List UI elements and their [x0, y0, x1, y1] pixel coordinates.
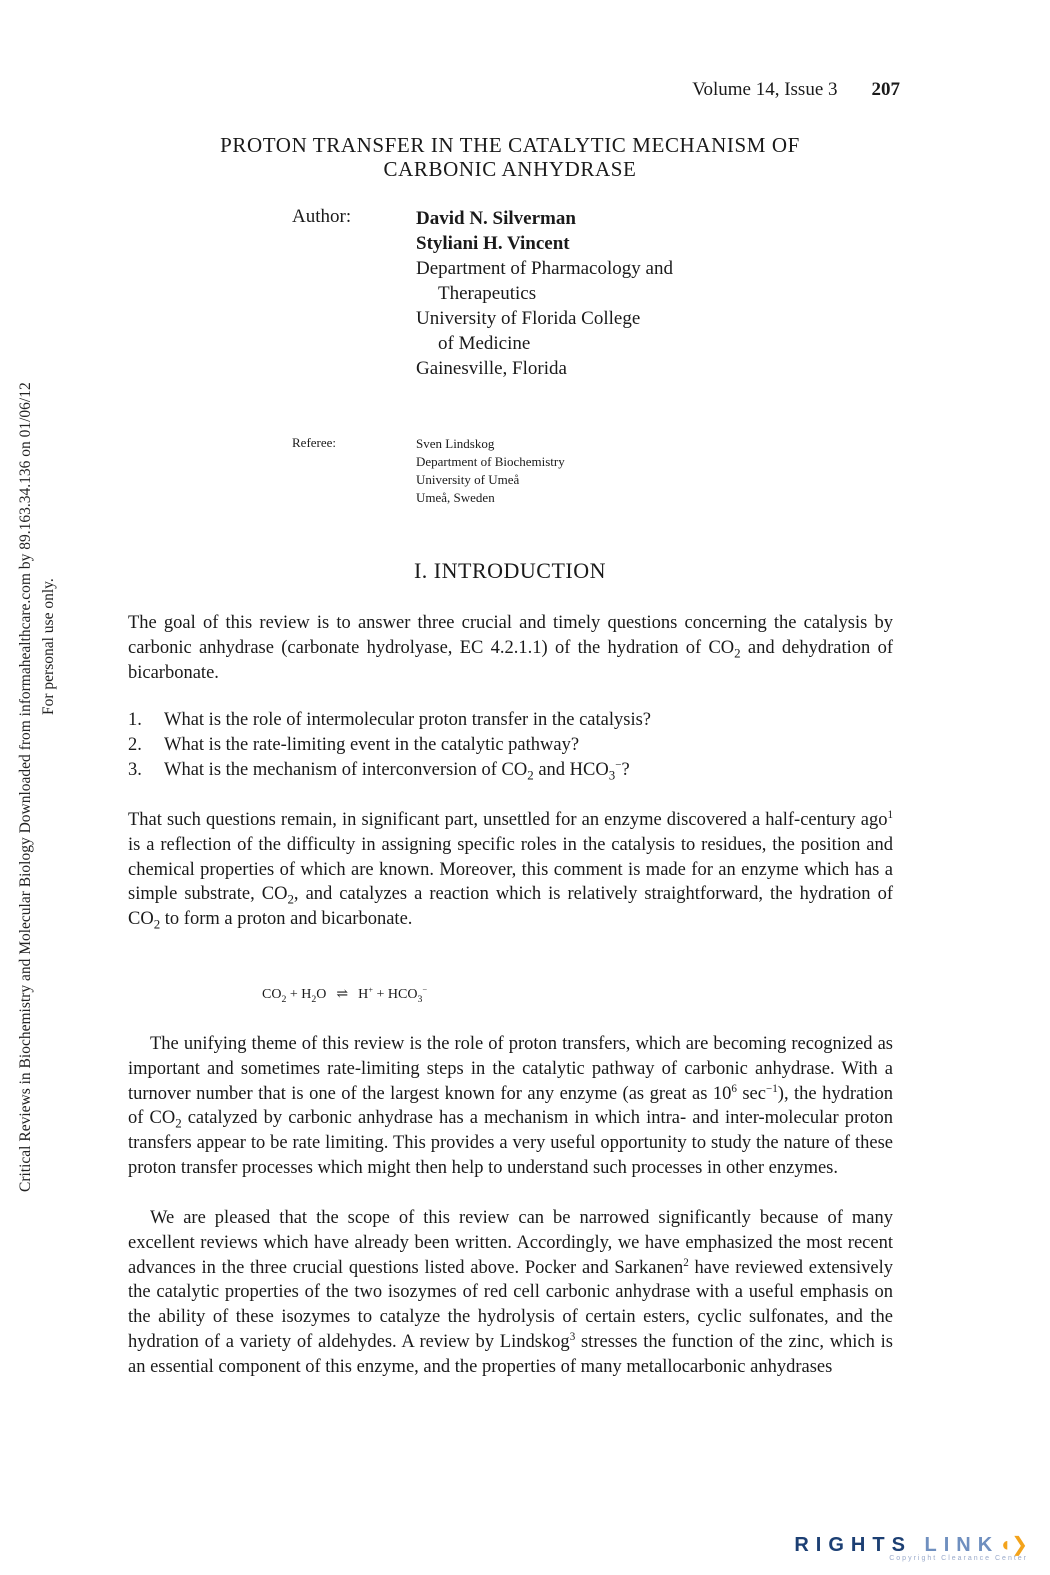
- author-univ-cont: of Medicine: [438, 333, 531, 354]
- author-name: Styliani H. Vincent: [416, 233, 570, 254]
- intro-paragraph: The goal of this review is to answer three crucial and timely questions concerning the catalysis by carbonic anhydrase (carbonate hydrolyase, EC 4.2.1.1) of the hydration of $CO_2$ and dehydration of bicarbonate.: [128, 613, 893, 683]
- question-list: [128, 708, 893, 782]
- author-label: Author:: [292, 206, 352, 227]
- list-item: 3. What is the mechanism of interconversion of $CO_2$ and $HCO_3^-$?: [128, 758, 630, 783]
- author-name: David N. Silverman: [416, 208, 576, 229]
- side-note-line1: Critical Reviews in Biochemistry and Molecular Biology Downloaded from informahealthcare.com by 89.163.34.136 on 01/06/12: [17, 382, 34, 1192]
- referee-city: Umeå, Sweden: [416, 490, 495, 505]
- footnote-ref: 2: [683, 1256, 689, 1269]
- referee-block: [416, 435, 716, 507]
- title-line1: PROTON TRANSFER IN THE CATALYTIC MECHANISM OF: [220, 133, 800, 157]
- running-header: [600, 79, 900, 101]
- title-line2: CARBONIC ANHYDRASE: [383, 157, 637, 181]
- referee-dept: Department of Biochemistry: [416, 454, 565, 469]
- author-block: [416, 206, 836, 381]
- side-note-line2: For personal use only.: [40, 578, 57, 715]
- referee-label: Referee:: [292, 435, 337, 450]
- author-dept: Department of Pharmacology and: [416, 258, 673, 279]
- footnote-ref: 1: [887, 808, 893, 821]
- article-title: [160, 133, 860, 181]
- body-paragraph: That such questions remain, in significant part, unsettled for an enzyme discovered a half-century ago$^1$ is a reflection of the difficulty in assigning specific roles in the catalysis to residues, the position and chemical properties of which are known. Moreover, this comment is made for an enzyme which has a simple substrate, $CO_2$, and catalyzes a reaction which is relatively straightforward, the hydration of $CO_2$ to form a proton and bicarbonate.: [128, 808, 893, 932]
- rightslink-logo: RIGHTS LINK◖❯ Copyright Clearance Center: [794, 1534, 1028, 1562]
- referee-univ: University of Umeå: [416, 472, 520, 487]
- equilibrium-arrow: ⇌: [336, 987, 349, 1002]
- author-univ: University of Florida College: [416, 308, 641, 329]
- footnote-ref: 3: [569, 1330, 576, 1343]
- referee-name: Sven Lindskog: [416, 436, 495, 451]
- body-paragraph: The unifying theme of this review is the role of proton transfers, which are becoming recognized as important and sometimes rate-limiting steps in the catalytic pathway of carbonic anhydrase. With a turnover number that is one of the largest known for any enzyme (as great as $10^6$ $\sec^{-1}$), the hydration of $CO_2$ catalyzed by carbonic anhydrase has a mechanism in which intra- and inter-molecular proton transfers appear to be rate limiting. This provides a very useful opportunity to study the nature of these proton transfer processes which might then help to understand such processes in other enzymes.: [128, 1034, 893, 1178]
- volume-issue: Volume 14, Issue 3: [692, 79, 838, 100]
- author-dept-cont: Therapeutics: [438, 283, 537, 304]
- section-heading: I. INTRODUCTION: [413, 558, 607, 583]
- reaction-equation: $CO_2 + H_2O$ ⇌ $H^+ + HCO_3^-$: [262, 985, 428, 1005]
- rightslink-mark-icon: ◖❯: [999, 1534, 1028, 1556]
- page-number: 207: [871, 79, 900, 100]
- body-paragraph: We are pleased that the scope of this review can be narrowed significantly because of many excellent reviews which have already been written. Accordingly, we have emphasized the most recent advances in the three crucial questions listed above. Pocker and Sarkanen$^2$ have reviewed extensively the catalytic properties of the two isozymes of red cell carbonic anhydrase with a useful emphasis on the ability of these isozymes to catalyze the hydrolysis of certain esters, cyclic sulfonates, and the hydration of a variety of aldehydes. A review by Lindskog$^3$ stresses the function of the zinc, which is an essential component of this enzyme, and the properties of many metallocarbonic anhydrases: [128, 1208, 894, 1377]
- list-item: 1. What is the role of intermolecular proton transfer in the catalysis?: [128, 710, 651, 730]
- list-item: 2. What is the rate-limiting event in the catalytic pathway?: [128, 734, 580, 755]
- author-city: Gainesville, Florida: [416, 358, 567, 379]
